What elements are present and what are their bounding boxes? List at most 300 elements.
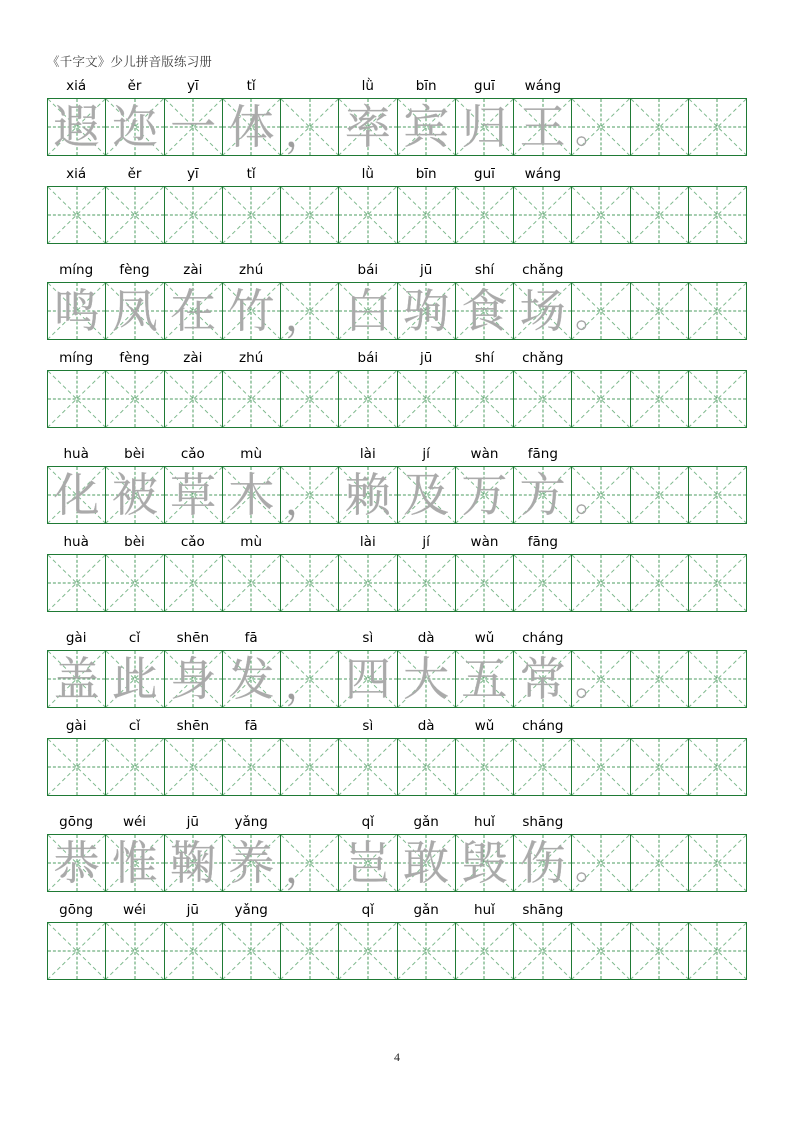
- cell-vertical-guide: [484, 187, 485, 243]
- grid-cell[interactable]: [339, 923, 397, 979]
- cell-vertical-guide: [542, 555, 543, 611]
- pinyin-label: bīn: [415, 78, 437, 94]
- grid-cell[interactable]: [689, 467, 747, 523]
- grid-cell[interactable]: [281, 923, 339, 979]
- cell-vertical-guide: [367, 739, 368, 795]
- traced-character: 恭: [53, 836, 100, 890]
- grid-cell[interactable]: [456, 835, 514, 891]
- grid-cell[interactable]: [514, 99, 572, 155]
- grid-cell[interactable]: [106, 651, 164, 707]
- cell-vertical-guide: [193, 187, 194, 243]
- grid-cell[interactable]: [165, 467, 223, 523]
- pinyin-label: fāng: [527, 534, 558, 550]
- grid-cell[interactable]: [572, 371, 630, 427]
- pinyin-label: wàn: [470, 446, 499, 462]
- grid-cell[interactable]: [281, 739, 339, 795]
- grid-cell[interactable]: [572, 467, 630, 523]
- grid-cell[interactable]: [223, 739, 281, 795]
- traced-character: 万: [461, 468, 508, 522]
- grid-cell[interactable]: [456, 923, 514, 979]
- row-spacer: [47, 796, 747, 810]
- grid-cell[interactable]: [339, 739, 397, 795]
- traced-character: 木: [228, 468, 275, 522]
- cell-vertical-guide: [600, 187, 601, 243]
- pinyin-label: sì: [362, 630, 374, 646]
- blank-grid-row: [47, 186, 747, 244]
- grid-cell[interactable]: [456, 99, 514, 155]
- pinyin-label: guī: [474, 78, 495, 94]
- tracing-grid-row: [47, 98, 747, 156]
- traced-character: 及: [403, 468, 450, 522]
- cell-vertical-guide: [193, 371, 194, 427]
- pinyin-label: jū: [420, 262, 433, 278]
- pinyin-label: gài: [65, 630, 87, 646]
- grid-cell[interactable]: [514, 739, 572, 795]
- traced-character: 迩: [111, 100, 158, 154]
- cell-vertical-guide: [426, 923, 427, 979]
- grid-cell[interactable]: [106, 467, 164, 523]
- cell-vertical-guide: [251, 187, 252, 243]
- traced-character: 。: [575, 664, 610, 704]
- practice-block: [47, 346, 747, 428]
- practice-block: [47, 898, 747, 980]
- grid-cell[interactable]: [165, 739, 223, 795]
- traced-character: 草: [170, 468, 217, 522]
- traced-character: ，: [285, 478, 325, 523]
- practice-block: [47, 810, 747, 892]
- cell-vertical-guide: [659, 283, 660, 339]
- cell-vertical-guide: [600, 739, 601, 795]
- grid-cell[interactable]: [223, 371, 281, 427]
- grid-cell[interactable]: [281, 99, 339, 155]
- grid-cell[interactable]: [281, 467, 339, 523]
- cell-vertical-guide: [309, 555, 310, 611]
- pinyin-label: jí: [422, 446, 430, 462]
- grid-cell[interactable]: [106, 187, 164, 243]
- grid-cell[interactable]: [165, 187, 223, 243]
- cell-vertical-guide: [659, 187, 660, 243]
- cell-vertical-guide: [542, 371, 543, 427]
- tracing-grid-row: [47, 650, 747, 708]
- pinyin-label: fā: [244, 718, 258, 734]
- row-spacer: [47, 612, 747, 626]
- pinyin-label: dà: [417, 718, 435, 734]
- grid-cell[interactable]: [572, 739, 630, 795]
- traced-character: 岂: [344, 836, 391, 890]
- cell-vertical-guide: [717, 739, 718, 795]
- traced-character: 四: [344, 652, 391, 706]
- pinyin-label: lǜ: [361, 78, 374, 94]
- grid-cell[interactable]: [689, 283, 747, 339]
- pinyin-label: qǐ: [361, 814, 374, 830]
- practice-block: [47, 530, 747, 612]
- grid-cell[interactable]: [689, 923, 747, 979]
- traced-character: 。: [575, 112, 610, 152]
- grid-cell[interactable]: [398, 651, 456, 707]
- cell-vertical-guide: [717, 651, 718, 707]
- grid-cell[interactable]: [281, 835, 339, 891]
- cell-vertical-guide: [659, 555, 660, 611]
- blank-grid-row: [47, 738, 747, 796]
- pinyin-label: qǐ: [361, 902, 374, 918]
- grid-cell[interactable]: [48, 187, 106, 243]
- pinyin-label: lǜ: [361, 166, 374, 182]
- grid-cell[interactable]: [631, 651, 689, 707]
- grid-cell[interactable]: [456, 371, 514, 427]
- grid-cell[interactable]: [48, 923, 106, 979]
- grid-cell[interactable]: [572, 99, 630, 155]
- pinyin-label: yī: [186, 78, 199, 94]
- pinyin-label: shí: [474, 262, 495, 278]
- grid-cell[interactable]: [572, 555, 630, 611]
- cell-vertical-guide: [309, 187, 310, 243]
- grid-cell[interactable]: [689, 371, 747, 427]
- grid-cell[interactable]: [631, 99, 689, 155]
- grid-cell[interactable]: [572, 923, 630, 979]
- grid-cell[interactable]: [572, 187, 630, 243]
- cell-vertical-guide: [76, 739, 77, 795]
- grid-cell[interactable]: [48, 555, 106, 611]
- grid-cell[interactable]: [339, 835, 397, 891]
- grid-cell[interactable]: [456, 467, 514, 523]
- grid-cell[interactable]: [689, 739, 747, 795]
- grid-cell[interactable]: [398, 99, 456, 155]
- cell-vertical-guide: [717, 555, 718, 611]
- pinyin-label: huǐ: [474, 814, 495, 830]
- practice-block: [47, 162, 747, 244]
- cell-vertical-guide: [134, 371, 135, 427]
- grid-cell[interactable]: [514, 467, 572, 523]
- grid-cell[interactable]: [223, 835, 281, 891]
- traced-character: ，: [285, 846, 325, 891]
- grid-cell[interactable]: [106, 555, 164, 611]
- pinyin-label: jū: [186, 902, 199, 918]
- pinyin-label: jū: [186, 814, 199, 830]
- grid-cell[interactable]: [631, 371, 689, 427]
- grid-cell[interactable]: [339, 283, 397, 339]
- grid-cell[interactable]: [106, 99, 164, 155]
- traced-character: 体: [228, 100, 275, 154]
- traced-character: 此: [111, 652, 158, 706]
- cell-vertical-guide: [542, 739, 543, 795]
- cell-vertical-guide: [309, 371, 310, 427]
- pinyin-label: bèi: [124, 534, 145, 550]
- cell-vertical-guide: [134, 187, 135, 243]
- grid-cell[interactable]: [631, 835, 689, 891]
- traced-character: 场: [519, 284, 566, 338]
- pinyin-label: yǎng: [234, 814, 268, 830]
- cell-vertical-guide: [251, 739, 252, 795]
- pinyin-label: ěr: [127, 78, 142, 94]
- pinyin-label: zài: [183, 350, 203, 366]
- cell-vertical-guide: [193, 923, 194, 979]
- cell-vertical-guide: [717, 371, 718, 427]
- grid-cell[interactable]: [572, 835, 630, 891]
- grid-cell[interactable]: [514, 187, 572, 243]
- pinyin-label: mù: [240, 534, 263, 550]
- grid-cell[interactable]: [514, 371, 572, 427]
- traced-character: 驹: [403, 284, 450, 338]
- pinyin-label: cháng: [522, 718, 564, 734]
- pinyin-label: sì: [362, 718, 374, 734]
- cell-vertical-guide: [134, 923, 135, 979]
- pinyin-label: bèi: [124, 446, 145, 462]
- pinyin-label: huà: [63, 446, 89, 462]
- pinyin-label: wǔ: [474, 718, 495, 734]
- pinyin-label: shāng: [522, 902, 564, 918]
- pinyin-label: wáng: [524, 78, 562, 94]
- pinyin-label: lài: [359, 534, 376, 550]
- cell-vertical-guide: [367, 187, 368, 243]
- grid-cell[interactable]: [398, 283, 456, 339]
- pinyin-label: cǎo: [180, 534, 205, 550]
- pinyin-label: bái: [357, 350, 379, 366]
- pinyin-row: [47, 530, 747, 554]
- grid-cell[interactable]: [48, 283, 106, 339]
- traced-character: 伤: [519, 836, 566, 890]
- grid-cell[interactable]: [631, 923, 689, 979]
- grid-cell[interactable]: [456, 739, 514, 795]
- cell-vertical-guide: [426, 187, 427, 243]
- grid-cell[interactable]: [281, 555, 339, 611]
- grid-cell[interactable]: [339, 555, 397, 611]
- grid-cell[interactable]: [572, 651, 630, 707]
- grid-cell[interactable]: [339, 467, 397, 523]
- pinyin-label: zhú: [239, 262, 264, 278]
- grid-cell[interactable]: [456, 283, 514, 339]
- pinyin-label: bái: [357, 262, 379, 278]
- grid-cell[interactable]: [165, 651, 223, 707]
- grid-cell[interactable]: [48, 99, 106, 155]
- grid-cell[interactable]: [165, 835, 223, 891]
- pinyin-label: míng: [59, 262, 94, 278]
- tracing-grid-row: [47, 282, 747, 340]
- grid-cell[interactable]: [223, 651, 281, 707]
- pinyin-label: yǎng: [234, 902, 268, 918]
- blank-grid-row: [47, 370, 747, 428]
- grid-cell[interactable]: [398, 555, 456, 611]
- traced-character: 凤: [111, 284, 158, 338]
- pinyin-row: [47, 162, 747, 186]
- traced-character: 王: [519, 100, 566, 154]
- grid-cell[interactable]: [398, 371, 456, 427]
- cell-vertical-guide: [600, 555, 601, 611]
- pinyin-row: [47, 346, 747, 370]
- cell-vertical-guide: [251, 371, 252, 427]
- traced-character: 化: [53, 468, 100, 522]
- grid-cell[interactable]: [48, 467, 106, 523]
- grid-cell[interactable]: [689, 651, 747, 707]
- cell-vertical-guide: [309, 739, 310, 795]
- page-number: 4: [394, 1050, 400, 1064]
- grid-cell[interactable]: [339, 371, 397, 427]
- pinyin-label: cháng: [522, 630, 564, 646]
- cell-vertical-guide: [659, 739, 660, 795]
- grid-cell[interactable]: [572, 283, 630, 339]
- pinyin-label: gǎn: [413, 814, 439, 830]
- cell-vertical-guide: [717, 467, 718, 523]
- grid-cell[interactable]: [339, 187, 397, 243]
- grid-cell[interactable]: [223, 99, 281, 155]
- pinyin-label: zài: [183, 262, 203, 278]
- cell-vertical-guide: [659, 99, 660, 155]
- cell-vertical-guide: [193, 555, 194, 611]
- pinyin-label: huà: [63, 534, 89, 550]
- pinyin-label: lài: [359, 446, 376, 462]
- cell-vertical-guide: [76, 923, 77, 979]
- grid-cell[interactable]: [223, 555, 281, 611]
- traced-character: 五: [461, 652, 508, 706]
- pinyin-row: [47, 714, 747, 738]
- traced-character: 身: [170, 652, 217, 706]
- cell-vertical-guide: [193, 739, 194, 795]
- cell-vertical-guide: [367, 555, 368, 611]
- cell-vertical-guide: [600, 923, 601, 979]
- grid-cell[interactable]: [48, 835, 106, 891]
- traced-character: 鸣: [53, 284, 100, 338]
- pinyin-label: dà: [417, 630, 435, 646]
- grid-cell[interactable]: [456, 651, 514, 707]
- pinyin-label: fèng: [119, 350, 150, 366]
- row-spacer: [47, 244, 747, 258]
- grid-cell[interactable]: [281, 371, 339, 427]
- grid-cell[interactable]: [281, 651, 339, 707]
- grid-cell[interactable]: [689, 99, 747, 155]
- grid-cell[interactable]: [106, 371, 164, 427]
- cell-vertical-guide: [717, 835, 718, 891]
- grid-cell[interactable]: [514, 923, 572, 979]
- cell-vertical-guide: [659, 835, 660, 891]
- pinyin-label: gài: [65, 718, 87, 734]
- pinyin-row: [47, 898, 747, 922]
- grid-cell[interactable]: [398, 187, 456, 243]
- traced-character: 食: [461, 284, 508, 338]
- cell-vertical-guide: [484, 555, 485, 611]
- cell-vertical-guide: [76, 371, 77, 427]
- grid-cell[interactable]: [223, 283, 281, 339]
- grid-cell[interactable]: [398, 467, 456, 523]
- grid-cell[interactable]: [106, 923, 164, 979]
- cell-vertical-guide: [659, 651, 660, 707]
- tracing-grid-row: [47, 466, 747, 524]
- grid-cell[interactable]: [631, 739, 689, 795]
- grid-cell[interactable]: [514, 283, 572, 339]
- pinyin-label: xiá: [66, 78, 87, 94]
- grid-cell[interactable]: [631, 555, 689, 611]
- cell-vertical-guide: [367, 923, 368, 979]
- grid-cell[interactable]: [631, 467, 689, 523]
- traced-character: 发: [228, 652, 275, 706]
- pinyin-label: chǎng: [522, 350, 564, 366]
- worksheet-body: [47, 74, 747, 994]
- pinyin-label: wǔ: [474, 630, 495, 646]
- grid-cell[interactable]: [223, 467, 281, 523]
- grid-cell[interactable]: [281, 187, 339, 243]
- cell-vertical-guide: [426, 739, 427, 795]
- traced-character: 率: [344, 100, 391, 154]
- grid-cell[interactable]: [398, 739, 456, 795]
- grid-cell[interactable]: [106, 835, 164, 891]
- pinyin-label: yī: [186, 166, 199, 182]
- grid-cell[interactable]: [456, 187, 514, 243]
- pinyin-label: shāng: [522, 814, 564, 830]
- traced-character: 盖: [53, 652, 100, 706]
- pinyin-label: chǎng: [522, 262, 564, 278]
- traced-character: 赖: [344, 468, 391, 522]
- cell-vertical-guide: [76, 187, 77, 243]
- pinyin-label: tǐ: [246, 166, 256, 182]
- pinyin-row: [47, 442, 747, 466]
- cell-vertical-guide: [309, 923, 310, 979]
- grid-cell[interactable]: [398, 923, 456, 979]
- grid-cell[interactable]: [689, 555, 747, 611]
- traced-character: 养: [228, 836, 275, 890]
- grid-cell[interactable]: [339, 99, 397, 155]
- grid-cell[interactable]: [398, 835, 456, 891]
- grid-cell[interactable]: [48, 739, 106, 795]
- pinyin-label: gǎn: [413, 902, 439, 918]
- grid-cell[interactable]: [456, 555, 514, 611]
- grid-cell[interactable]: [106, 739, 164, 795]
- grid-cell[interactable]: [514, 555, 572, 611]
- blank-grid-row: [47, 922, 747, 980]
- cell-vertical-guide: [659, 467, 660, 523]
- grid-cell[interactable]: [631, 283, 689, 339]
- grid-cell[interactable]: [223, 923, 281, 979]
- pinyin-label: cǐ: [128, 718, 141, 734]
- grid-cell[interactable]: [165, 555, 223, 611]
- pinyin-label: shēn: [176, 630, 210, 646]
- cell-vertical-guide: [426, 371, 427, 427]
- pinyin-label: gōng: [59, 814, 94, 830]
- traced-character: ，: [285, 110, 325, 155]
- grid-cell[interactable]: [165, 283, 223, 339]
- row-spacer: [47, 428, 747, 442]
- traced-character: ，: [285, 662, 325, 707]
- grid-cell[interactable]: [514, 651, 572, 707]
- grid-cell[interactable]: [48, 371, 106, 427]
- grid-cell[interactable]: [631, 187, 689, 243]
- grid-cell[interactable]: [165, 99, 223, 155]
- pinyin-label: shēn: [176, 718, 210, 734]
- cell-vertical-guide: [659, 923, 660, 979]
- cell-vertical-guide: [484, 923, 485, 979]
- grid-cell[interactable]: [165, 923, 223, 979]
- traced-character: 敢: [403, 836, 450, 890]
- grid-cell[interactable]: [165, 371, 223, 427]
- pinyin-label: huǐ: [474, 902, 495, 918]
- grid-cell[interactable]: [223, 187, 281, 243]
- pinyin-label: mù: [240, 446, 263, 462]
- practice-block: [47, 442, 747, 524]
- grid-cell[interactable]: [514, 835, 572, 891]
- grid-cell[interactable]: [689, 835, 747, 891]
- cell-vertical-guide: [251, 555, 252, 611]
- cell-vertical-guide: [484, 371, 485, 427]
- blank-grid-row: [47, 554, 747, 612]
- pinyin-label: fāng: [527, 446, 558, 462]
- grid-cell[interactable]: [339, 651, 397, 707]
- cell-vertical-guide: [367, 371, 368, 427]
- pinyin-label: fā: [244, 630, 258, 646]
- grid-cell[interactable]: [48, 651, 106, 707]
- grid-cell[interactable]: [106, 283, 164, 339]
- grid-cell[interactable]: [689, 187, 747, 243]
- traced-character: ，: [285, 294, 325, 339]
- cell-vertical-guide: [426, 555, 427, 611]
- cell-vertical-guide: [600, 371, 601, 427]
- grid-cell[interactable]: [281, 283, 339, 339]
